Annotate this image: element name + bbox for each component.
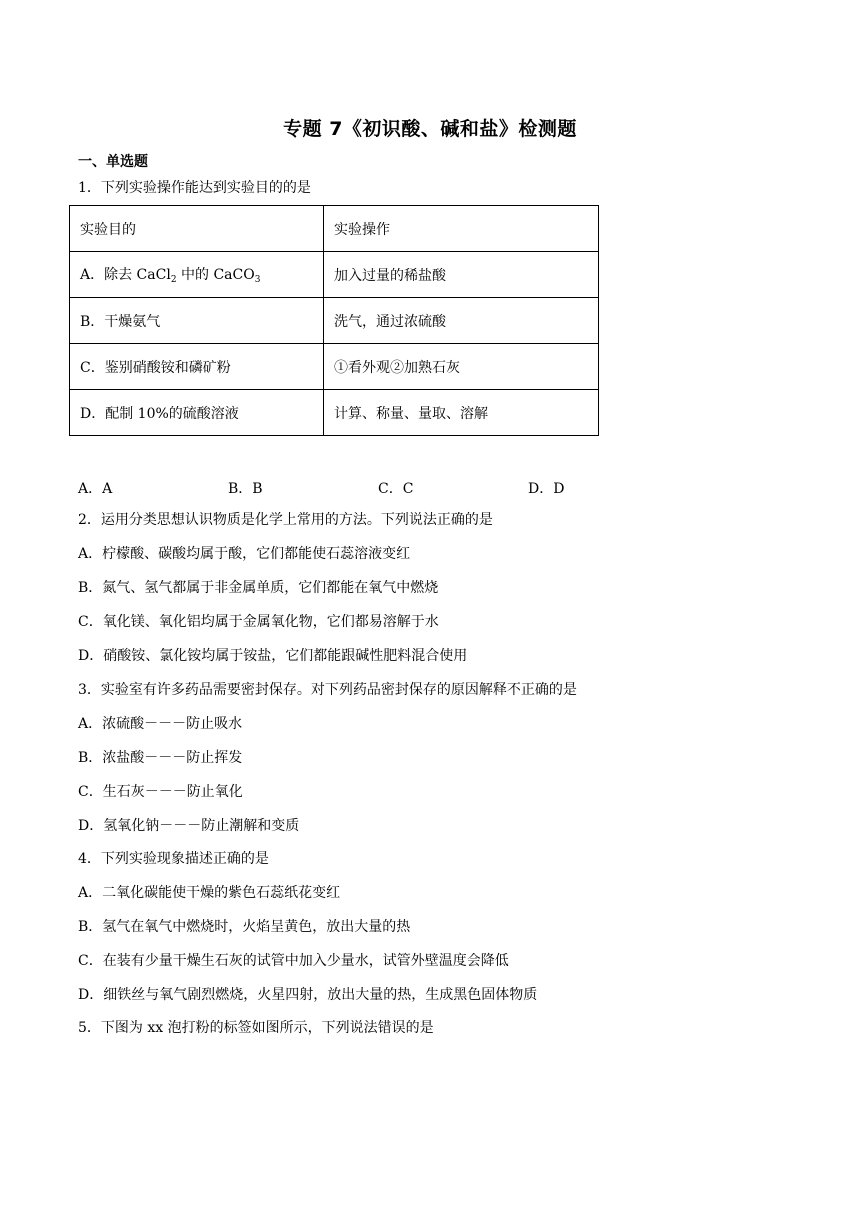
question-2-stem: 2．运用分类思想认识物质是化学上常用的方法。下列说法正确的是 [78, 512, 493, 528]
table-cell-purpose: B．干燥氨气 [70, 298, 324, 344]
option-b: B．B [228, 481, 263, 497]
table-row [70, 252, 599, 298]
option-c: C．C [378, 481, 414, 497]
table-cell-operation: 洗气，通过浓硫酸 [324, 298, 599, 344]
table-row [70, 344, 599, 390]
table-cell-operation: 计算、称量、量取、溶解 [324, 390, 599, 436]
option-a: A．柠檬酸、碳酸均属于酸，它们都能使石蕊溶液变红 [78, 546, 411, 562]
table-cell-operation: ①看外观②加熟石灰 [324, 344, 599, 390]
table-row [70, 390, 599, 436]
question-3-stem: 3．实验室有许多药品需要密封保存。对下列药品密封保存的原因解释不正确的是 [78, 682, 577, 698]
document-title: 专题 7《初识酸、碱和盐》检测题 [283, 118, 577, 140]
table-row [70, 298, 599, 344]
option-d: D．细铁丝与氧气剧烈燃烧，火星四射，放出大量的热，生成黑色固体物质 [78, 987, 538, 1003]
option-c: C．氧化镁、氧化铝均属于金属氧化物，它们都易溶解于水 [78, 614, 439, 630]
table-cell-purpose: C．鉴别硝酸铵和磷矿粉 [70, 344, 324, 390]
option-b: B．氢气在氧气中燃烧时，火焰呈黄色，放出大量的热 [78, 919, 411, 935]
option-d: D．D [528, 481, 565, 497]
table-cell-operation: 加入过量的稀盐酸 [324, 252, 599, 298]
option-a: A．A [78, 481, 113, 497]
question-5-stem: 5．下图为 xx 泡打粉的标签如图所示，下列说法错误的是 [78, 1020, 434, 1036]
table-cell-purpose: D．配制 10%的硫酸溶液 [70, 390, 324, 436]
table-header-operation: 实验操作 [324, 206, 599, 252]
option-c: C．生石灰－－－防止氧化 [78, 784, 243, 800]
option-d: D．硝酸铵、氯化铵均属于铵盐，它们都能跟碱性肥料混合使用 [78, 648, 468, 664]
question-1-table [69, 205, 599, 436]
question-4-stem: 4．下列实验现象描述正确的是 [78, 851, 269, 867]
question-1-options [78, 478, 678, 496]
option-b: B．浓盐酸－－－防止挥发 [78, 750, 243, 766]
section-heading: 一、单选题 [78, 154, 148, 170]
option-d: D．氢氧化钠－－－防止潮解和变质 [78, 818, 300, 834]
option-a: A．浓硫酸－－－防止吸水 [78, 716, 243, 732]
option-b: B．氮气、氢气都属于非金属单质，它们都能在氧气中燃烧 [78, 580, 439, 596]
table-cell-purpose: A．除去 CaCl$_2$ 中的 CaCO$_3$ [70, 252, 324, 298]
question-1-stem: 1．下列实验操作能达到实验目的的是 [78, 180, 311, 196]
table-header-purpose: 实验目的 [70, 206, 324, 252]
option-a: A．二氧化碳能使干燥的紫色石蕊纸花变红 [78, 885, 341, 901]
table-header-row [70, 206, 599, 252]
option-c: C．在装有少量干燥生石灰的试管中加入少量水，试管外壁温度会降低 [78, 953, 509, 969]
